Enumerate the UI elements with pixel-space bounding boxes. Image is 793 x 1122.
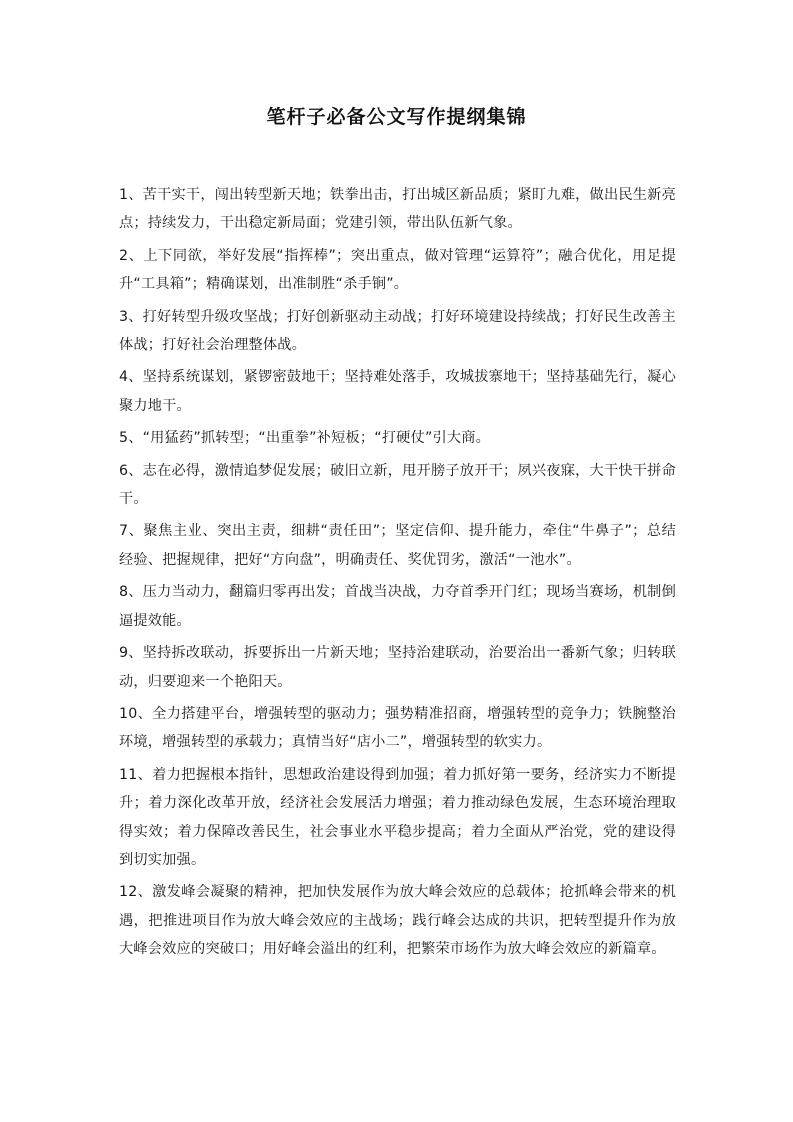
outline-item-1: 1、苦干实干，闯出转型新天地；铁拳出击，打出城区新品质；紧盯九难，做出民生新亮点；持续发力，干出稳定新局面；党建引领，带出队伍新气象。: [119, 187, 676, 232]
outline-item-6: 6、志在必得，激情追梦促发展；破旧立新，甩开膀子放开干；夙兴夜寐，大干快干拼命干。: [119, 462, 676, 508]
outline-item-8: 8、压力当动力，翻篇归零再出发；首战当决战，力夺首季开门红；现场当赛场，机制倒逼提效能。: [119, 584, 676, 629]
outline-item-2: 2、上下同欲，举好发展“指挥棒”；突出重点，做对管理“运算符”；融合优化，用足提升“工具箱”；精确谋划，出准制胜“杀手锏”。: [119, 247, 676, 293]
outline-item-10: 10、全力搭建平台，增强转型的驱动力；强势精准招商，增强转型的竞争力；铁腕整治环境，增强转型的承载力；真情当好“店小二”，增强转型的软实力。: [119, 705, 676, 751]
document-title: 笔杆子必备公文写作提纲集锦: [266, 106, 527, 128]
outline-item-7: 7、聚焦主业、突出主责，细耕“责任田”；坚定信仰、提升能力，牵住“牛鼻子”；总结经验、把握规律，把好“方向盘”，明确责任、奖优罚劣，激活“一池水”。: [119, 523, 676, 568]
outline-item-11: 11、着力把握根本指针，思想政治建设得到加强；着力抓好第一要务，经济实力不断提升；着力深化改革开放，经济社会发展活力增强；着力推动绿色发展，生态环境治理取得实效；着力保障改善民生，社会事业水平稳步提高；着力全面从严治党，党的建设得到切实加强。: [119, 766, 676, 868]
outline-item-9: 9、坚持拆改联动，拆要拆出一片新天地；坚持治建联动，治要治出一番新气象；归转联动，归要迎来一个艳阳天。: [119, 645, 676, 690]
outline-item-5: 5、“用猛药”抓转型；“出重拳”补短板；“打硬仗”引大商。: [119, 430, 491, 447]
outline-item-4: 4、坚持系统谋划，紧锣密鼓地干；坚持难处落手，攻城拔寨地干；坚持基础先行，凝心聚力地干。: [119, 369, 676, 414]
outline-item-3: 3、打好转型升级攻坚战；打好创新驱动主动战；打好环境建设持续战；打好民生改善主体战；打好社会治理整体战。: [119, 308, 676, 354]
outline-item-12: 12、激发峰会凝聚的精神，把加快发展作为放大峰会效应的总载体；抢抓峰会带来的机遇，把推进项目作为放大峰会效应的主战场；践行峰会达成的共识，把转型提升作为放大峰会效应的突破口；用好峰会溢出的红利，把繁荣市场作为放大峰会效应的新篇章。: [119, 884, 676, 958]
document-body: [119, 181, 676, 968]
